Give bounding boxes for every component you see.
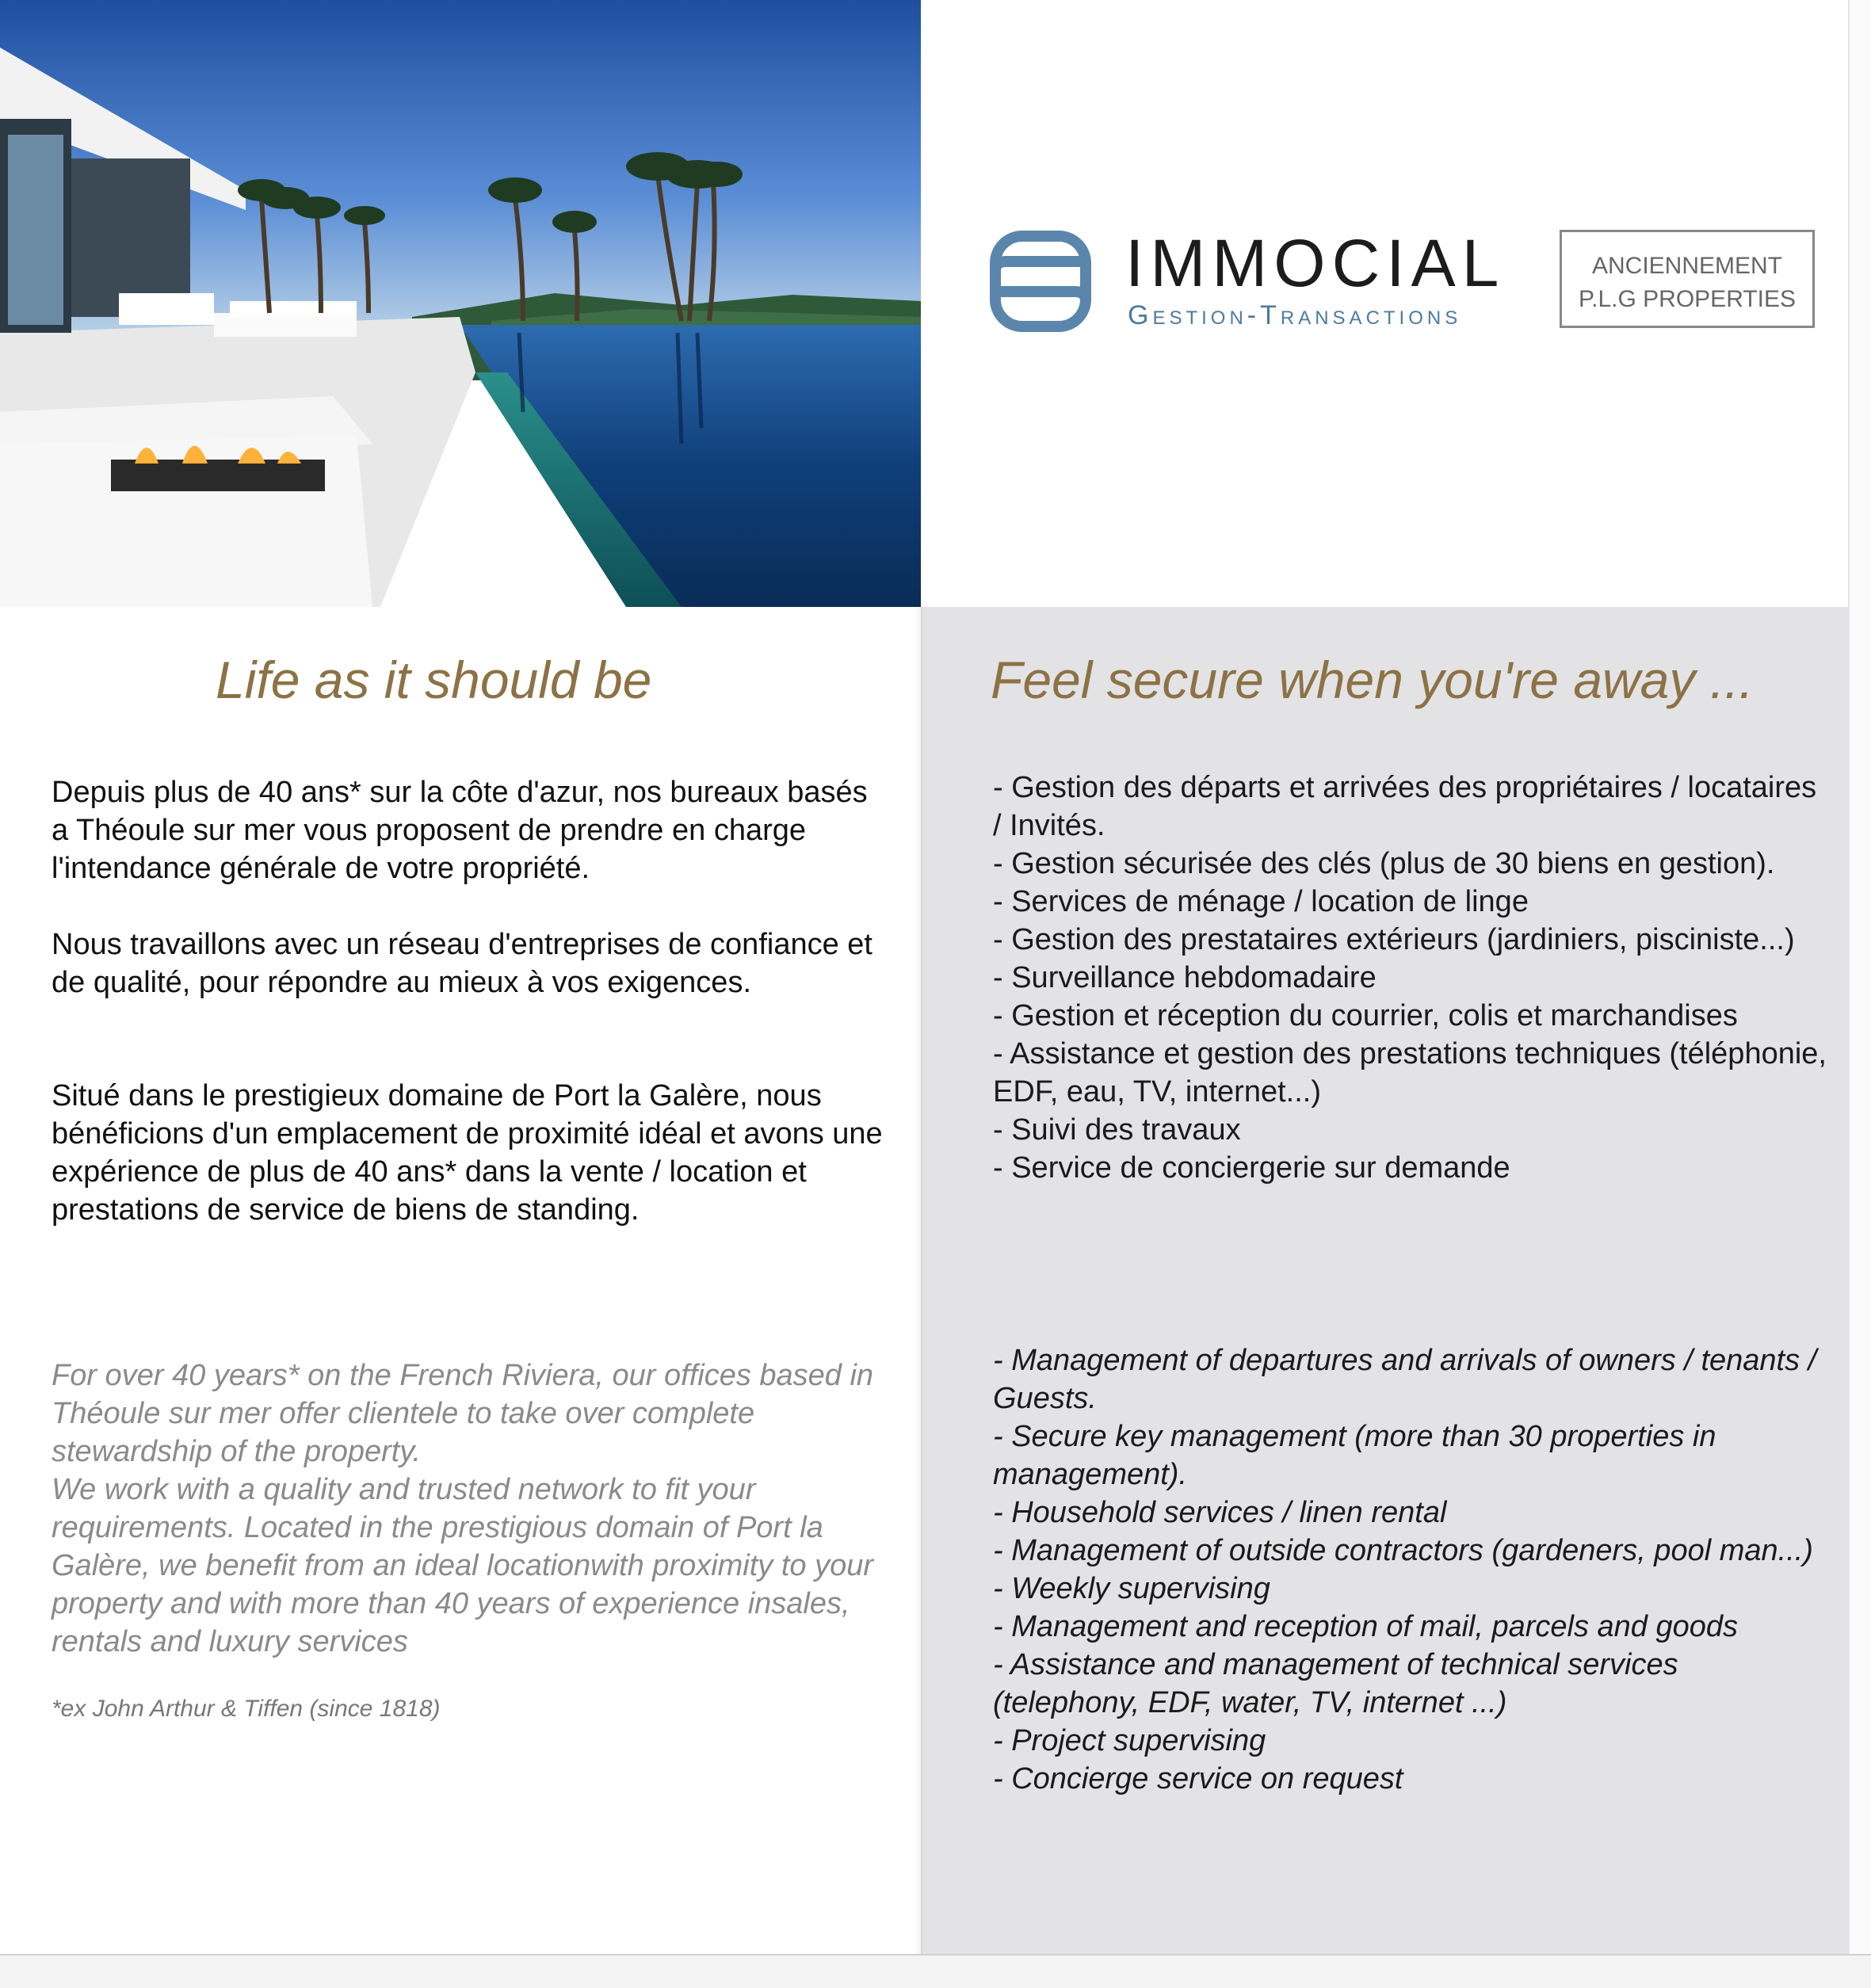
- fr-paragraph-3: Situé dans le prestigieux domaine de Port la Galère, nous bénéficions d'un emplacement de proximité idéal et avons une expérience de plus de 40 ans* dans la vente / location et prestations de service de biens de standing.: [52, 1079, 883, 1227]
- services-list-en: [993, 1341, 1833, 1798]
- list-item: - Concierge service on request: [993, 1762, 1403, 1795]
- fr-paragraph-2: Nous travaillons avec un réseau d'entreprises de confiance et de qualité, pour répondre au mieux à vos exigences.: [52, 928, 872, 999]
- brand-name: IMMOCIAL: [1125, 226, 1506, 300]
- fr-paragraph-1: Depuis plus de 40 ans* sur la côte d'azur, nos bureaux basés a Théoule sur mer vous proposent de prendre en charge l'intendance générale de votre propriété.: [52, 776, 868, 885]
- formerly-name: P.L.G PROPERTIES: [1579, 286, 1796, 312]
- list-item: - Surveillance hebdomadaire: [993, 961, 1377, 994]
- formerly-badge: [1560, 230, 1815, 328]
- list-item: - Assistance and management of technical services (telephony, EDF, water, TV, internet ...): [993, 1648, 1678, 1719]
- fold-line: [914, 607, 922, 1954]
- list-item: - Services de ménage / location de linge: [993, 885, 1529, 918]
- list-item: - Weekly supervising: [993, 1572, 1270, 1605]
- list-item: - Suivi des travaux: [993, 1113, 1241, 1147]
- list-item: - Project supervising: [993, 1724, 1266, 1757]
- list-item: - Secure key management (more than 30 properties in management).: [993, 1420, 1716, 1491]
- left-heading: Life as it should be: [216, 651, 652, 709]
- page-bottom-edge: [0, 1954, 1871, 1988]
- page-edge: [1848, 0, 1871, 1986]
- list-item: - Gestion des prestataires extérieurs (jardiniers, pisciniste...): [993, 923, 1795, 956]
- list-item: - Assistance et gestion des prestations techniques (téléphonie, EDF, eau, TV, internet...): [993, 1037, 1827, 1108]
- en-paragraph-1: For over 40 years* on the French Riviera, our offices based in Théoule sur mer offer clientele to take over complete stewardship of the property.: [52, 1359, 874, 1468]
- right-heading: Feel secure when you're away ...: [991, 651, 1754, 709]
- services-list-fr: [993, 769, 1833, 1187]
- list-item: - Service de conciergerie sur demande: [993, 1151, 1510, 1185]
- list-item: - Management of outside contractors (gardeners, pool man...): [993, 1534, 1813, 1567]
- immocial-logo: [989, 230, 1092, 337]
- list-item: - Household services / linen rental: [993, 1496, 1447, 1529]
- list-item: - Management and reception of mail, parcels and goods: [993, 1610, 1738, 1643]
- en-paragraph-2: We work with a quality and trusted network to fit your requirements. Located in the prestigious domain of Port la Galère, we benefit from an ideal locationwith proximity to your property and with more than 40 years of experience insales, rentals and luxury services: [52, 1473, 874, 1658]
- footnote: *ex John Arthur & Tiffen (since 1818): [52, 1696, 441, 1722]
- formerly-label: ANCIENNEMENT: [1591, 253, 1782, 279]
- brand-tagline: Gestion-Transactions: [1128, 300, 1462, 330]
- list-item: - Gestion sécurisée des clés (plus de 30 biens en gestion).: [993, 847, 1775, 880]
- list-item: - Gestion des départs et arrivées des propriétaires / locataires / Invités.: [993, 771, 1817, 842]
- villa-pool-photo: [0, 0, 921, 607]
- list-item: - Management of departures and arrivals of owners / tenants / Guests.: [993, 1344, 1817, 1415]
- list-item: - Gestion et réception du courrier, colis et marchandises: [993, 999, 1738, 1032]
